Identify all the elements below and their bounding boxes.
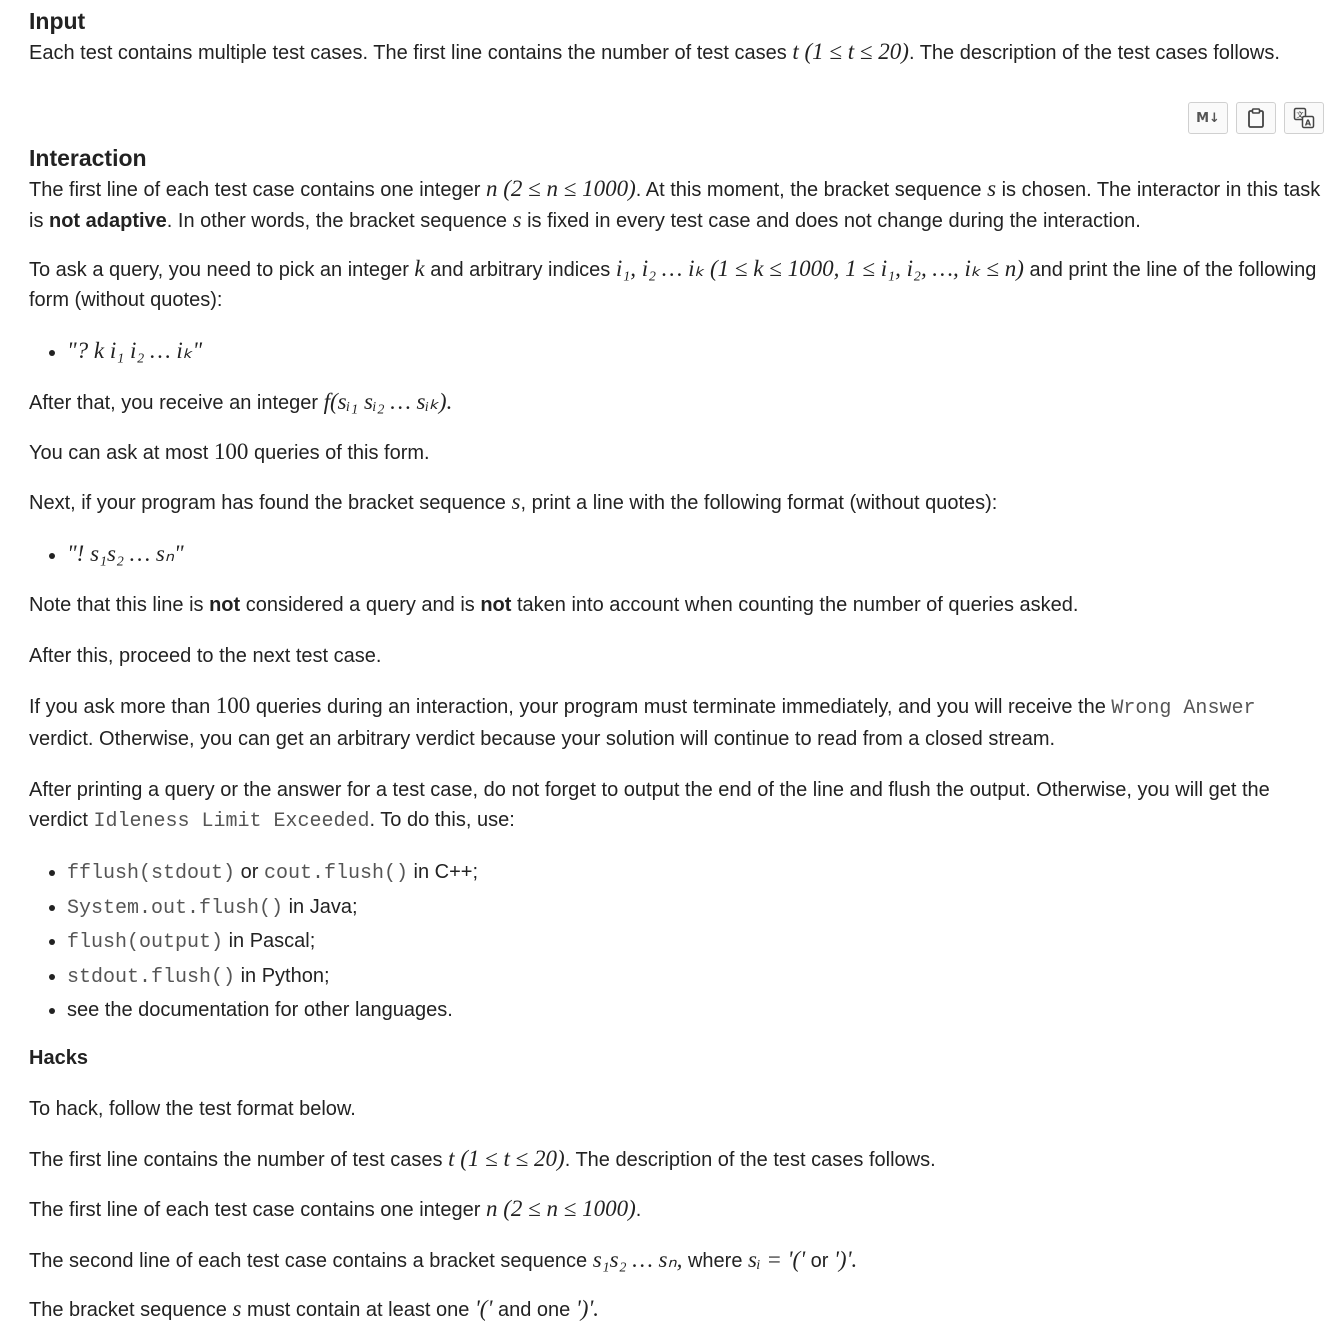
hacks-p4: The second line of each test case contains a bracket sequence s₁s₂ … sₙ, where sᵢ = '(' or ')'. (29, 1247, 858, 1272)
input-paragraph: Each test contains multiple test cases. The first line contains the number of test cases t (1 ≤ t ≤ 20). The description of the test cases follows. (29, 39, 1280, 64)
copy-button[interactable] (1236, 102, 1276, 134)
interaction-p8: If you ask more than 100 queries during an interaction, your program must terminate immediately, and you will receive the Wrong Answer verdict. Otherwise, you can get an arbitrary verdict because your solution will continue to read from a closed stream. (29, 693, 1256, 750)
interaction-p5: Next, if your program has found the bracket sequence s, print a line with the following format (without quotes): (29, 489, 998, 514)
interaction-p2: To ask a query, you need to pick an integer k and arbitrary indices i₁, i₂ … iₖ (1 ≤ k ≤ 1000, 1 ≤ i₁, i₂, …, iₖ ≤ n) and print the line of the following form (without quotes): (29, 256, 1317, 311)
interaction-p4: You can ask at most 100 queries of this form. (29, 439, 430, 464)
input-title: Input (29, 8, 86, 34)
toolbar (1188, 102, 1324, 134)
interaction-section (29, 144, 1324, 236)
interaction-p3: After that, you receive an integer f(sᵢ₁ sᵢ₂ … sᵢₖ). (29, 389, 453, 414)
query-format-list (29, 334, 202, 370)
interaction-p6: Note that this line is not considered a query and is not taken into account when counting the number of queries asked. (29, 594, 1079, 616)
interaction-p7: After this, proceed to the next test case. (29, 645, 382, 667)
clipboard-icon (1247, 108, 1265, 128)
hacks-title: Hacks (29, 1047, 88, 1069)
hacks-p3: The first line of each test case contains one integer n (2 ≤ n ≤ 1000). (29, 1196, 642, 1221)
answer-format-list (29, 537, 184, 573)
list-item: • flush(output) in Pascal; (67, 925, 478, 960)
interaction-title: Interaction (29, 145, 147, 171)
svg-text:文: 文 (1296, 111, 1304, 119)
translate-button[interactable] (1284, 102, 1324, 134)
list-item: • System.out.flush() in Java; (67, 891, 478, 926)
interaction-p1: The first line of each test case contains one integer n (2 ≤ n ≤ 1000). At this moment, the bracket sequence s is chosen. The interactor in this task is not adaptive. In other words, the bracket sequence s is fixed in every test case and does not change during the interaction. (29, 176, 1321, 232)
translate-icon (1293, 107, 1315, 129)
hacks-p5: The bracket sequence s must contain at least one '(' and one ')'. (29, 1296, 600, 1321)
flush-list (29, 856, 478, 1028)
hacks-p2: The first line contains the number of test cases t (1 ≤ t ≤ 20). The description of the test cases follows. (29, 1146, 936, 1171)
markdown-button[interactable] (1188, 102, 1228, 134)
markdown-icon: M↓ (1196, 110, 1220, 126)
list-item: • stdout.flush() in Python; (67, 960, 478, 995)
input-section (29, 7, 1299, 68)
list-item: • see the documentation for other languages. (67, 994, 478, 1028)
svg-text:A: A (1304, 118, 1312, 128)
list-item: • "? k i₁ i₂ … iₖ" (67, 334, 202, 370)
hacks-p1: To hack, follow the test format below. (29, 1098, 356, 1120)
interaction-p9: After printing a query or the answer for a test case, do not forget to output the end of the line and flush the output. Otherwise, you will get the verdict Idleness Limit Exceeded. To do this, use: (29, 779, 1270, 833)
list-item: • fflush(stdout) or cout.flush() in C++; (67, 856, 478, 891)
list-item: • "! s₁s₂ … sₙ" (67, 537, 184, 573)
